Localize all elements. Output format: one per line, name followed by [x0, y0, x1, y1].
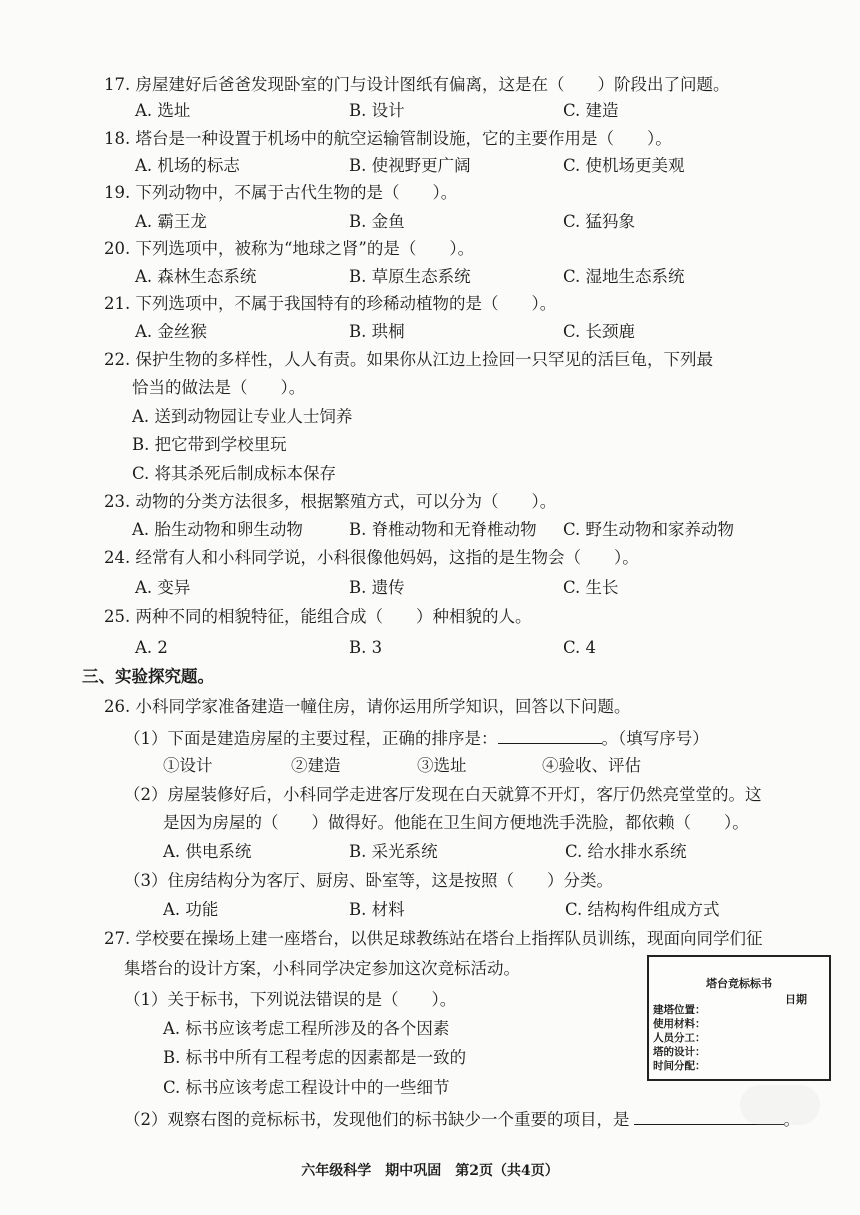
q23-option-b: B. 脊椎动物和无脊椎动物: [349, 520, 537, 539]
q19-option-a: A. 霸王龙: [135, 212, 207, 231]
q27-p2: [124, 1106, 800, 1132]
bid-document-figure: [647, 955, 831, 1081]
q26-p1: [124, 725, 709, 751]
bid-document-row: 塔的设计：: [653, 1046, 706, 1058]
q25-option-a: A. 2: [135, 638, 168, 657]
q19-option-c: C. 猛犸象: [563, 212, 636, 231]
q26-p3-line1: （3）住房结构分为客厅、厨房、卧室等，这是按照（ ）分类。: [124, 871, 613, 890]
q19-stem: 19. 下列动物中，不属于古代生物的是（ ）。: [104, 183, 458, 202]
q26-p2-line2: 是因为房屋的（ ）做得好。他能在卫生间方便地洗手洗脸，都依赖（ ）。: [163, 813, 749, 832]
q24-option-a: A. 变异: [135, 578, 191, 597]
q27-p1-option-c: C. 标书应该考虑工程设计中的一些细节: [163, 1078, 450, 1097]
q22-option-c: C. 将其杀死后制成标本保存: [132, 464, 337, 483]
q27-p1-option-b: B. 标书中所有工程考虑的因素都是一致的: [163, 1048, 467, 1067]
q17-option-b: B. 设计: [349, 101, 405, 120]
q26-p2-option-a: A. 供电系统: [163, 842, 252, 861]
bid-document-row: 时间分配：: [653, 1060, 706, 1072]
q26-p1-answer-blank[interactable]: [498, 725, 602, 744]
bid-document-row: 建塔位置：: [653, 1004, 706, 1016]
bid-document-title: 塔台竞标标书: [706, 977, 772, 990]
q22-option-a: A. 送到动物园让专业人士饲养: [132, 407, 353, 426]
q25-option-c: C. 4: [563, 638, 597, 657]
q27-p1-label: （1）关于标书，下列说法错误的是（ ）。: [124, 990, 457, 1009]
q20-stem: 20. 下列选项中，被称为“地球之肾”的是（ ）。: [104, 239, 475, 258]
q27-p2-end: 。: [783, 1110, 800, 1129]
q26-p1-after: 。（填写序号）: [601, 729, 709, 748]
q17-option-a: A. 选址: [135, 101, 191, 120]
q20-option-a: A. 森林生态系统: [135, 267, 257, 286]
bid-document-date-label: 日期: [785, 993, 807, 1006]
q26-p2-line1: （2）房屋装修好后，小科同学走进客厅发现在白天就算不开灯，客厅仍然亮堂堂的。这: [124, 785, 762, 804]
q27-line1: 27. 学校要在操场上建一座塔台，以供足球教练站在塔台上指挥队员训练，现面向同学们征: [104, 929, 763, 948]
q26-stem: 26. 小科同学家准备建造一幢住房，请你运用所学知识，回答以下问题。: [104, 697, 631, 716]
q26-p1-item-4: ④验收、评估: [542, 756, 641, 775]
scan-smudge: [740, 1085, 820, 1125]
q27-line2: 集塔台的设计方案，小科同学决定参加这次竞标活动。: [124, 959, 520, 978]
q24-option-c: C. 生长: [563, 578, 619, 597]
q19-option-b: B. 金鱼: [349, 212, 405, 231]
q26-p1-label: （1）下面是建造房屋的主要过程，正确的排序是：: [124, 729, 498, 748]
q22-stem-continued: 恰当的做法是（ ）。: [132, 378, 306, 397]
q21-option-c: C. 长颈鹿: [563, 322, 636, 341]
bid-document-row: 人员分工：: [653, 1032, 706, 1044]
q20-option-b: B. 草原生态系统: [349, 267, 471, 286]
q26-p2-option-c: C. 给水排水系统: [565, 842, 687, 861]
q23-option-a: A. 胎生动物和卵生动物: [132, 520, 303, 539]
q26-p1-item-1: ①设计: [163, 756, 213, 775]
q17-stem: 17. 房屋建好后爸爸发现卧室的门与设计图纸有偏离，这是在（ ）阶段出了问题。: [104, 75, 730, 94]
q25-stem: 25. 两种不同的相貌特征，能组合成（ ）种相貌的人。: [104, 607, 532, 626]
q23-option-c: C. 野生动物和家养动物: [563, 520, 735, 539]
q17-option-c: C. 建造: [563, 101, 619, 120]
q26-p3-option-c: C. 结构构件组成方式: [565, 900, 720, 919]
q26-p1-item-2: ②建造: [291, 756, 341, 775]
q18-stem: 18. 塔台是一种设置于机场中的航空运输管制设施，它的主要作用是（ ）。: [104, 129, 672, 148]
q25-option-b: B. 3: [349, 638, 383, 657]
page-footer: 六年级科学 期中巩固 第2页（共4页）: [301, 1163, 559, 1179]
q23-stem: 23. 动物的分类方法很多，根据繁殖方式，可以分为（ ）。: [104, 492, 557, 511]
q27-p1-option-a: A. 标书应该考虑工程所涉及的各个因素: [163, 1019, 450, 1038]
q21-option-a: A. 金丝猴: [135, 322, 207, 341]
section3-title: 三、实验探究题。: [82, 667, 214, 686]
q18-option-b: B. 使视野更广阔: [349, 156, 471, 175]
q18-option-a: A. 机场的标志: [135, 156, 240, 175]
q24-stem: 24. 经常有人和小科同学说，小科很像他妈妈，这指的是生物会（ ）。: [104, 548, 639, 567]
q26-p3-option-b: B. 材料: [349, 900, 405, 919]
q18-option-c: C. 使机场更美观: [563, 156, 685, 175]
q21-option-b: B. 珙桐: [349, 322, 405, 341]
q27-p2-label: （2）观察右图的竞标标书，发现他们的标书缺少一个重要的项目，是: [124, 1110, 630, 1129]
q20-option-c: C. 湿地生态系统: [563, 267, 685, 286]
q22-stem: 22. 保护生物的多样性，人人有责。如果你从江边上捡回一只罕见的活巨龟，下列最: [104, 350, 713, 369]
q22-option-b: B. 把它带到学校里玩: [132, 435, 287, 454]
q24-option-b: B. 遗传: [349, 578, 405, 597]
bid-document-row: 使用材料：: [653, 1018, 706, 1030]
q26-p3-option-a: A. 功能: [163, 900, 219, 919]
q26-p1-item-3: ③选址: [417, 756, 467, 775]
q21-stem: 21. 下列选项中，不属于我国特有的珍稀动植物的是（ ）。: [104, 294, 557, 313]
q26-p2-option-b: B. 采光系统: [349, 842, 438, 861]
